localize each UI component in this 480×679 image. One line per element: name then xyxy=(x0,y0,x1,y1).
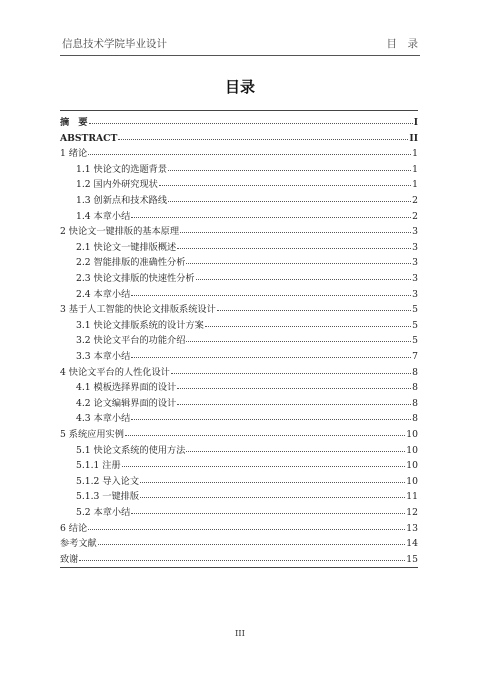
page-number: III xyxy=(234,629,246,639)
toc-leader-dots xyxy=(89,123,413,124)
toc-entry[interactable] xyxy=(60,330,418,346)
toc-entry-page: 1 xyxy=(412,148,418,160)
toc-leader-dots xyxy=(177,404,411,405)
toc-leader-dots xyxy=(186,263,411,264)
toc-leader-dots xyxy=(140,497,405,498)
toc-entry-page: 8 xyxy=(412,366,418,378)
toc-entry-page: 10 xyxy=(406,444,418,456)
toc-entry[interactable] xyxy=(60,502,418,518)
toc-bottom-rule xyxy=(60,567,418,568)
toc-entry-label: 2.2 智能排版的准确性分析 xyxy=(76,257,186,269)
toc-leader-dots xyxy=(196,279,412,280)
toc-leader-dots xyxy=(88,529,405,530)
toc-leader-dots xyxy=(168,201,411,202)
toc-entry-label: 3.3 本章小结 xyxy=(76,351,131,362)
toc-entry[interactable] xyxy=(60,362,418,378)
toc-leader-dots xyxy=(131,295,411,296)
toc-entry-label: 致谢 xyxy=(60,553,79,565)
toc-entry-page: 10 xyxy=(406,460,418,472)
toc-leader-dots xyxy=(131,419,411,420)
toc-entry-label: 2.4 本章小结 xyxy=(76,288,131,300)
toc-leader-dots xyxy=(125,435,405,436)
toc-entry-label: 1.2 国内外研究现状 xyxy=(76,179,158,191)
toc-leader-dots xyxy=(131,357,411,358)
toc-entry-page: I xyxy=(413,117,418,128)
toc-entry-label: 5 系统应用实例 xyxy=(60,429,124,440)
toc-entry[interactable] xyxy=(60,237,418,253)
toc-entry-page: 8 xyxy=(412,413,418,425)
toc-leader-dots xyxy=(177,248,411,249)
toc-entry[interactable] xyxy=(60,346,418,362)
toc-entry-page: 1 xyxy=(412,179,418,191)
toc-entry[interactable] xyxy=(60,128,418,144)
toc-entry-page: II xyxy=(409,132,418,144)
toc-entry[interactable] xyxy=(60,112,418,128)
toc-entry-page: 5 xyxy=(412,319,418,331)
toc-leader-dots xyxy=(122,466,406,467)
toc-entry[interactable] xyxy=(60,143,418,159)
toc-entry-label: 2.1 快论文一键排版概述 xyxy=(76,241,177,253)
toc-entry[interactable] xyxy=(60,455,418,471)
toc-entry-label: 5.1.2 导入论文 xyxy=(76,475,140,487)
page-title: 目录 xyxy=(224,78,255,96)
toc-leader-dots xyxy=(131,513,405,514)
toc-entry[interactable] xyxy=(60,518,418,534)
toc-entry-label: 4.2 论文编辑界面的设计 xyxy=(76,397,177,409)
toc-leader-dots xyxy=(159,185,411,186)
toc-entry[interactable] xyxy=(60,424,418,440)
toc-entry-page: 5 xyxy=(412,335,418,347)
toc-entry[interactable] xyxy=(60,393,418,409)
toc-entry[interactable] xyxy=(60,486,418,502)
toc-entry-label: 4.3 本章小结 xyxy=(76,413,131,425)
header-right: 目 录 xyxy=(386,38,418,50)
toc-entry[interactable] xyxy=(60,440,418,456)
header-left: 信息技术学院毕业设计 xyxy=(62,38,167,50)
toc-entry-page: 3 xyxy=(412,288,418,300)
toc-leader-dots xyxy=(140,482,405,483)
toc-entry-label: 5.1.1 注册 xyxy=(76,460,121,472)
toc-entry-label: 1.3 创新点和技术路线 xyxy=(76,195,168,206)
toc-leader-dots xyxy=(171,373,411,374)
toc-entry-label: ABSTRACT xyxy=(60,132,118,144)
toc-entry[interactable] xyxy=(60,533,418,549)
toc-leader-dots xyxy=(79,560,405,561)
toc-entry-page: 3 xyxy=(412,273,418,284)
toc-entry[interactable] xyxy=(60,174,418,190)
toc-entry-label: 参考文献 xyxy=(60,538,97,550)
toc-entry-page: 12 xyxy=(406,507,418,518)
toc-leader-dots xyxy=(186,451,405,452)
toc-entry-label: 3.1 快论文排版系统的设计方案 xyxy=(76,319,204,331)
toc-entry-label: 2 快论文一键排版的基本原理 xyxy=(60,226,180,238)
toc-entry-page: 5 xyxy=(412,304,418,316)
toc-entry-page: 8 xyxy=(412,397,418,409)
toc-entry-label: 5.1.3 一键排版 xyxy=(76,491,140,503)
toc-entry[interactable] xyxy=(60,408,418,424)
toc-entry-label: 4 快论文平台的人性化设计 xyxy=(60,366,170,378)
toc-entry-label: 2.3 快论文排版的快速性分析 xyxy=(76,273,195,284)
toc-entry[interactable] xyxy=(60,159,418,175)
toc-entry-label: 1 绪论 xyxy=(60,148,88,160)
header-rule xyxy=(60,55,420,56)
toc-entry-page: 7 xyxy=(412,351,418,362)
toc-entry-label: 3 基于人工智能的快论文排版系统设计 xyxy=(60,304,216,316)
toc-entry-page: 8 xyxy=(412,382,418,394)
toc-leader-dots xyxy=(98,544,406,545)
toc-entry-page: 10 xyxy=(406,475,418,487)
toc-entry-label: 摘 要 xyxy=(60,117,88,128)
toc-entry-label: 6 结论 xyxy=(60,522,88,534)
toc-entry-label: 5.2 本章小结 xyxy=(76,507,131,518)
toc-entry[interactable] xyxy=(60,299,418,315)
toc-entry[interactable] xyxy=(60,549,418,565)
toc-entry[interactable] xyxy=(60,252,418,268)
toc-entry-page: 1 xyxy=(412,163,418,175)
toc-leader-dots xyxy=(177,388,411,389)
toc-entry-page: 3 xyxy=(412,226,418,238)
toc-leader-dots xyxy=(205,326,411,327)
toc-entry[interactable] xyxy=(60,221,418,237)
toc-leader-dots xyxy=(186,341,411,342)
toc-entry[interactable] xyxy=(60,206,418,222)
toc-entry-page: 2 xyxy=(412,210,418,222)
toc-entry-page: 3 xyxy=(412,241,418,253)
toc-entry[interactable] xyxy=(60,471,418,487)
toc-leader-dots xyxy=(131,217,411,218)
toc-entry-page: 3 xyxy=(412,257,418,269)
toc-leader-dots xyxy=(168,170,411,171)
toc-entry-page: 10 xyxy=(406,429,418,440)
toc-entry-page: 11 xyxy=(406,491,418,503)
toc-top-rule xyxy=(60,110,418,111)
toc-entry-page: 15 xyxy=(406,553,418,565)
toc-leader-dots xyxy=(180,232,411,233)
toc-entry-label: 4.1 模板选择界面的设计 xyxy=(76,382,177,394)
toc-entry[interactable] xyxy=(60,315,418,331)
running-header xyxy=(62,35,418,51)
toc-entry-page: 13 xyxy=(406,522,418,534)
toc-entry[interactable] xyxy=(60,377,418,393)
toc-entry[interactable] xyxy=(60,284,418,300)
toc-entry-label: 1.4 本章小结 xyxy=(76,210,131,222)
toc-entry[interactable] xyxy=(60,190,418,206)
toc-entry-label: 3.2 快论文平台的功能介绍 xyxy=(76,335,186,347)
toc-leader-dots xyxy=(88,154,411,155)
toc-entry[interactable] xyxy=(60,268,418,284)
toc-entry-label: 1.1 快论文的选题背景 xyxy=(76,163,168,175)
toc-entry-page: 14 xyxy=(406,538,418,550)
toc-leader-dots xyxy=(118,139,408,140)
toc-entry-label: 5.1 快论文系统的使用方法 xyxy=(76,444,186,456)
toc-leader-dots xyxy=(217,310,411,311)
toc-entry-page: 2 xyxy=(412,195,418,206)
